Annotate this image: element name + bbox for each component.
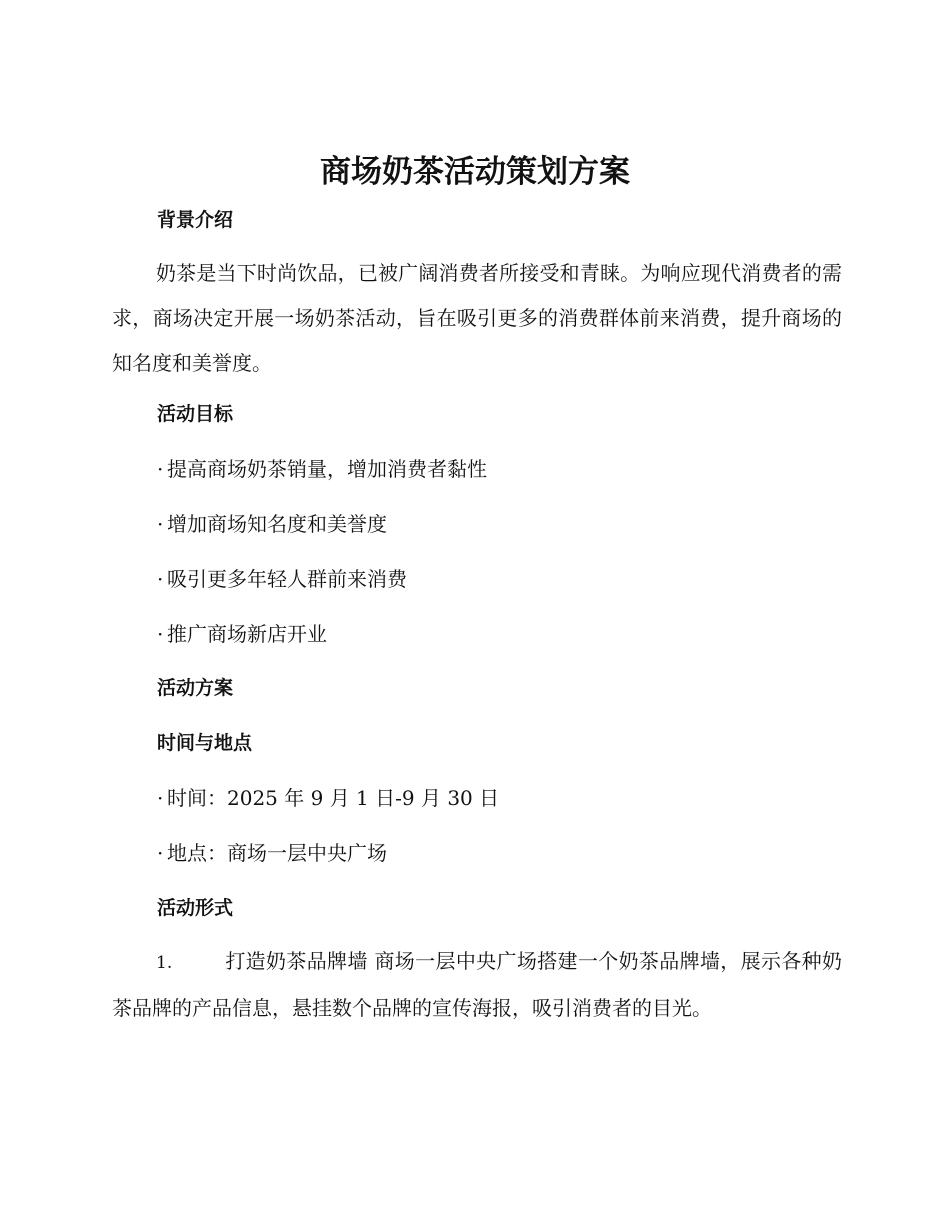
goal-item-text: 增加商场知名度和美誉度 (167, 512, 387, 536)
goal-item-text: 吸引更多年轻人群前来消费 (167, 567, 407, 591)
bullet-dot: · (157, 841, 164, 865)
goal-item-text: 推广商场新店开业 (167, 622, 327, 646)
numbered-item (112, 939, 842, 1031)
section-heading-format: 活动形式 (157, 897, 234, 919)
bullet-dot: · (157, 457, 164, 481)
bullet-dot: · (157, 786, 164, 810)
goal-item (157, 565, 407, 593)
bullet-dot: · (157, 512, 164, 536)
goal-item (157, 620, 327, 648)
goal-item-text: 提高商场奶茶销量，增加消费者黏性 (167, 457, 487, 481)
item-number: 1. (156, 953, 173, 973)
bullet-dot: · (157, 622, 164, 646)
background-paragraph: 奶茶是当下时尚饮品，已被广阔消费者所接受和青睐。为响应现代消费者的需求，商场决定开展一场奶茶活动，旨在吸引更多的消费群体前来消费，提升商场的知名度和美誉度。 (112, 261, 842, 375)
numbered-item-text: 打造奶茶品牌墙 商场一层中央广场搭建一个奶茶品牌墙，展示各种奶茶品牌的产品信息，悬挂数个品牌的宣传海报，吸引消费者的目光。 (112, 949, 842, 1020)
section-heading-time-place: 时间与地点 (157, 732, 253, 754)
bullet-dot: · (157, 567, 164, 591)
place-item (157, 839, 387, 867)
goal-item (157, 455, 487, 483)
time-item-text: 时间：2025 年 9 月 1 日-9 月 30 日 (167, 786, 500, 810)
section-heading-plan: 活动方案 (157, 677, 234, 699)
place-item-text: 地点：商场一层中央广场 (167, 841, 387, 865)
time-item (157, 784, 499, 812)
page-title: 商场奶茶活动策划方案 (320, 154, 630, 190)
section-heading-background: 背景介绍 (157, 209, 234, 231)
goal-item (157, 510, 387, 538)
section-heading-goals: 活动目标 (157, 403, 234, 425)
